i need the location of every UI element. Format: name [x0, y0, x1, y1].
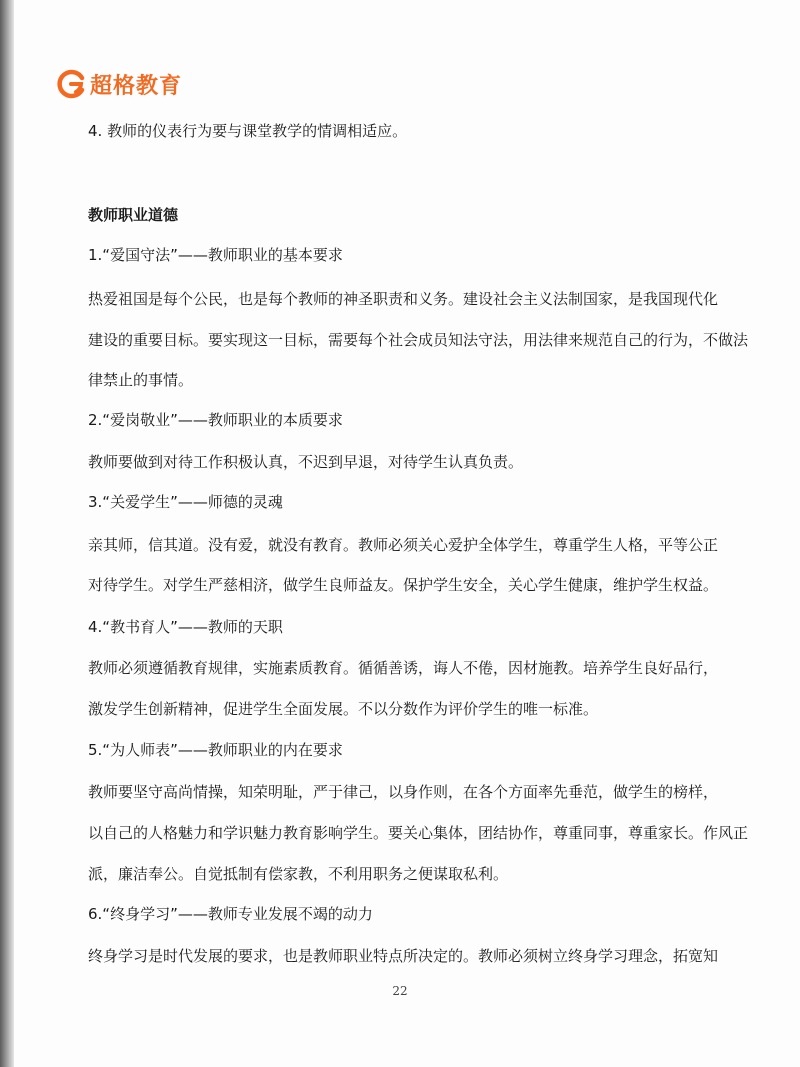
text-line: 亲其师，信其道。没有爱，就没有教育。教师必须关心爱护全体学生，尊重学生人格，平等公正: [88, 536, 719, 554]
brand-logo-icon: [56, 69, 86, 99]
item-heading: 1.“爱国守法”——教师职业的基本要求: [88, 246, 343, 264]
item-heading: 4.“教书育人”——教师的天职: [88, 618, 283, 636]
text-line: 对待学生。对学生严慈相济，做学生良师益友。保护学生安全，关心学生健康，维护学生权益。: [88, 576, 719, 594]
text-line: 激发学生创新精神，促进学生全面发展。不以分数作为评价学生的唯一标准。: [88, 700, 599, 718]
text-line: 律禁止的事情。: [88, 371, 194, 389]
text-line: 教师要坚守高尚情操，知荣明耻，严于律己，以身作则，在各个方面率先垂范，做学生的榜样，: [88, 783, 719, 801]
text-line: 以自己的人格魅力和学识魅力教育影响学生。要关心集体，团结协作，尊重同事，尊重家长。作风正: [88, 824, 749, 842]
text-line: 热爱祖国是每个公民，也是每个教师的神圣职责和义务。建设社会主义法制国家，是我国现代化: [88, 290, 719, 308]
item-heading: 3.“关爱学生”——师德的灵魂: [88, 493, 283, 511]
section-heading: 教师职业道德: [88, 206, 179, 224]
brand-name: 超格教育: [90, 73, 183, 99]
text-line: 派，廉洁奉公。自觉抵制有偿家教，不利用职务之便谋取私利。: [88, 865, 509, 883]
item-heading: 5.“为人师表”——教师职业的内在要求: [88, 741, 343, 759]
text-line: 建设的重要目标。要实现这一目标，需要每个社会成员知法守法，用法律来规范自己的行为，不做法: [88, 331, 749, 349]
item-heading: 2.“爱岗敬业”——教师职业的本质要求: [88, 411, 343, 429]
text-line: 教师要做到对待工作积极认真，不迟到早退，对待学生认真负责。: [88, 453, 524, 471]
brand-logo: [56, 66, 182, 102]
page-edge-shadow: [0, 0, 14, 1067]
text-line: 4. 教师的仪表行为要与课堂教学的情调相适应。: [88, 122, 408, 140]
text-line: 教师必须遵循教育规律，实施素质教育。循循善诱，诲人不倦，因材施教。培养学生良好品行，: [88, 659, 719, 677]
page-number: 22: [392, 984, 408, 998]
item-heading: 6.“终身学习”——教师专业发展不竭的动力: [88, 905, 373, 923]
text-line: 终身学习是时代发展的要求，也是教师职业特点所决定的。教师必须树立终身学习理念，拓宽知: [88, 947, 719, 965]
